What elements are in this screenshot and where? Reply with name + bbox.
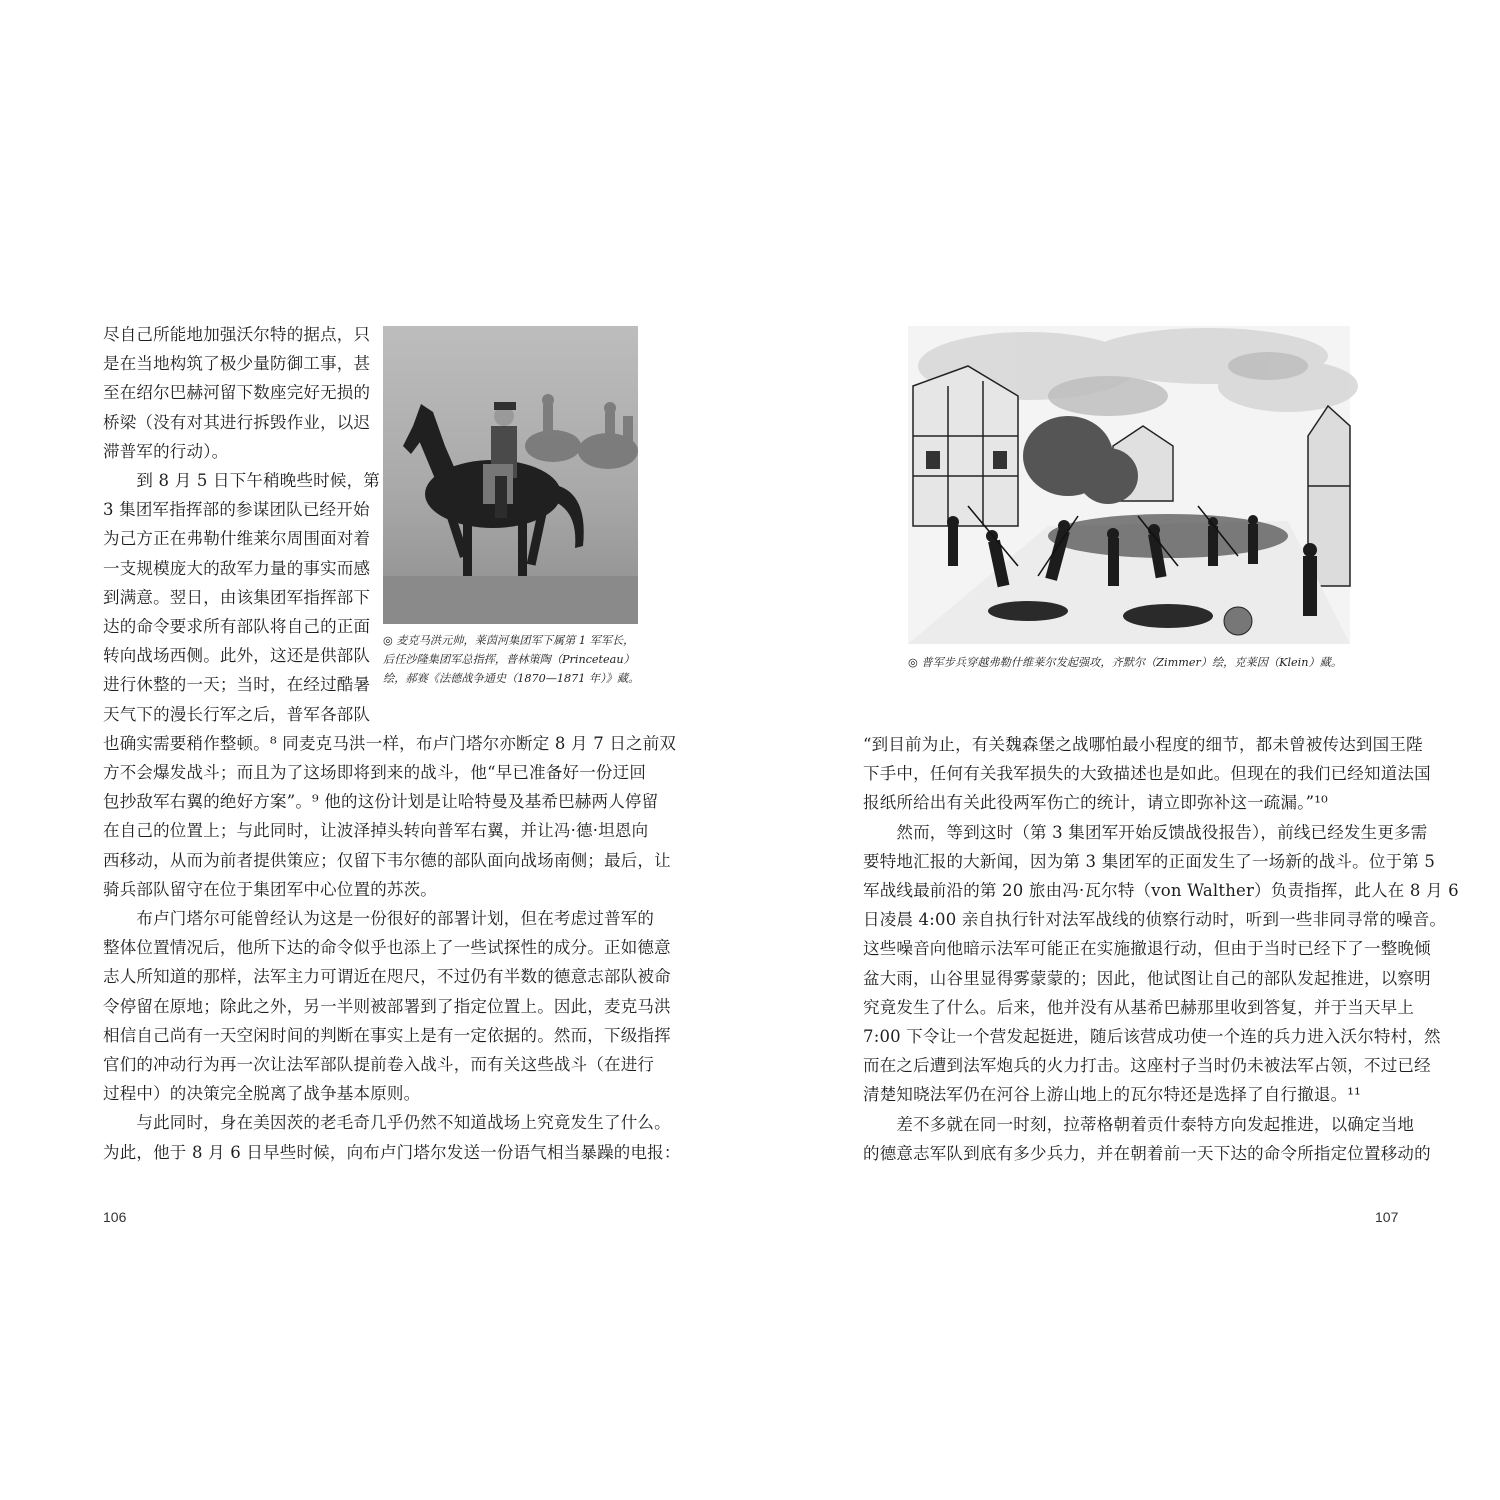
- caption-line: ◎ 麦克马洪元帅，莱茵河集团军下属第 1 军军长，: [383, 634, 635, 647]
- body-text-line: 到满意。翌日，由该集团军指挥部下: [103, 587, 371, 607]
- body-text-line: 7:00 下令让一个营发起挺进，随后该营成功使一个连的兵力进入沃尔特村，然: [863, 1027, 1441, 1046]
- body-text-line: 过程中）的决策完全脱离了战争基本原则。: [103, 1084, 421, 1104]
- body-text-line: 要特地汇报的大新闻，因为第 3 集团军的正面发生了一场新的战斗。位于第 5: [863, 851, 1436, 871]
- caption-line: 绘，郝赛《法德战争通史（1870—1871 年）》藏。: [383, 672, 640, 685]
- body-text-line: 的德意志军队到底有多少兵力，并在朝着前一天下达的命令所指定位置移动的: [863, 1143, 1431, 1163]
- body-text-line: 包抄敌军右翼的绝好方案”。⁹ 他的这份计划是让哈特曼及基希巴赫两人停留: [103, 792, 659, 812]
- caption-line: ◎ 普军步兵穿越弗勒什维莱尔发起强攻，齐默尔（Zimmer）绘，克莱因（Klein）藏。: [908, 656, 1343, 669]
- body-text-line: 相信自己尚有一天空闲时间的判断在事实上是有一定依据的。然而，下级指挥: [103, 1025, 671, 1045]
- body-text-line: 令停留在原地；除此之外，另一半则被部署到了指定位置上。因此，麦克马洪: [103, 996, 671, 1016]
- body-text-line: 而在之后遭到法军炮兵的火力打击。这座村子当时仍未被法军占领，不过已经: [863, 1056, 1431, 1076]
- body-text-line: 进行休整的一天；当时，在经过酷暑: [103, 675, 371, 695]
- body-text-line: 天气下的漫长行军之后，普军各部队: [103, 704, 371, 724]
- body-text-line: 究竟发生了什么。后来，他并没有从基希巴赫那里收到答复，并于当天早上: [863, 997, 1415, 1017]
- body-text-line: 尽自己所能地加强沃尔特的据点，只: [103, 325, 371, 344]
- body-text-line: 到 8 月 5 日下午稍晚些时候，第: [103, 471, 380, 490]
- body-text-line: 这些噪音向他暗示法军可能正在实施撤退行动，但由于当时已经下了一整晚倾: [863, 939, 1431, 959]
- body-text-line: 也确实需要稍作整顿。⁸ 同麦克马洪一样，布卢门塔尔亦断定 8 月 7 日之前双: [103, 733, 677, 753]
- portrait-illustration: [383, 326, 638, 624]
- body-text-line: 骑兵部队留守在位于集团军中心位置的苏茨。: [103, 879, 437, 899]
- body-text-line: 布卢门塔尔可能曾经认为这是一份很好的部署计划，但在考虑过普军的: [103, 909, 655, 928]
- body-text-line: 转向战场西侧。此外，这还是供部队: [103, 646, 371, 666]
- body-text-line: 军战线最前沿的第 20 旅由冯·瓦尔特（von Walther）负责指挥，此人在 8 月 6: [863, 881, 1459, 900]
- body-text-line: 是在当地构筑了极少量防御工事，甚: [103, 354, 371, 374]
- body-text-line: 日凌晨 4:00 亲自执行针对法军战线的侦察行动时，听到一些非同寻常的噪音。: [863, 910, 1447, 930]
- body-text-line: 整体位置情况后，他所下达的命令似乎也添上了一些试探性的成分。正如德意: [103, 938, 671, 958]
- body-text-line: 3 集团军指挥部的参谋团队已经开始: [103, 500, 370, 520]
- battle-illustration: [908, 326, 1350, 644]
- body-text-line: 志人所知道的那样，法军主力可谓近在咫尺，不过仍有半数的德意志部队被命: [103, 967, 671, 987]
- body-text-line: 报纸所给出有关此役两军伤亡的统计，请立即弥补这一疏漏。”¹⁰: [863, 793, 1328, 813]
- body-text-line: “到目前为止，有关魏森堡之战哪怕最小程度的细节，都未曾被传达到国王陛: [863, 735, 1423, 754]
- body-text-line: 为己方正在弗勒什维莱尔周围面对着: [103, 529, 371, 549]
- body-text-line: 至在绍尔巴赫河留下数座完好无损的: [103, 383, 371, 403]
- body-text-line: 官们的冲动行为再一次让法军部队提前卷入战斗，而有关这些战斗（在进行: [103, 1055, 655, 1074]
- body-text-line: 西移动，从而为前者提供策应；仅留下韦尔德的部队面向战场南侧；最后，让: [103, 850, 671, 870]
- body-text-line: 为此，他于 8 月 6 日早些时候，向布卢门塔尔发送一份语气相当暴躁的电报：: [103, 1142, 681, 1162]
- body-text-line: 盆大雨，山谷里显得雾蒙蒙的；因此，他试图让自己的部队发起推进，以察明: [863, 968, 1431, 988]
- body-text-line: 在自己的位置上；与此同时，让波泽掉头转向普军右翼，并让冯·德·坦恩向: [103, 821, 649, 841]
- body-text-line: 滞普军的行动）。: [103, 441, 229, 461]
- body-text-line: 方不会爆发战斗；而且为了这场即将到来的战斗，他“早已准备好一份迂回: [103, 763, 647, 782]
- caption-line: 后任沙隆集团军总指挥，普林策陶（Princeteau）: [383, 653, 635, 666]
- body-text-line: 达的命令要求所有部队将自己的正面: [103, 617, 371, 636]
- body-text-line: 下手中，任何有关我军损失的大致描述也是如此。但现在的我们已经知道法国: [863, 764, 1431, 784]
- body-text-line: 清楚知晓法军仍在河谷上游山地上的瓦尔特还是选择了自行撤退。¹¹: [863, 1085, 1361, 1105]
- page-number-left: 106: [103, 1209, 127, 1225]
- body-text-line: 一支规模庞大的敌军力量的事实而感: [103, 558, 371, 578]
- body-text-line: 差不多就在同一时刻，拉蒂格朝着贡什泰特方向发起推进，以确定当地: [863, 1114, 1415, 1134]
- body-text-line: 与此同时，身在美因茨的老毛奇几乎仍然不知道战场上究竟发生了什么。: [103, 1113, 671, 1133]
- body-text-line: 然而，等到这时（第 3 集团军开始反馈战役报告），前线已经发生更多需: [863, 822, 1428, 842]
- right-page: [750, 0, 1500, 1500]
- page-number-right: 107: [1375, 1209, 1399, 1225]
- body-text-line: 桥梁（没有对其进行拆毁作业，以迟: [103, 412, 371, 432]
